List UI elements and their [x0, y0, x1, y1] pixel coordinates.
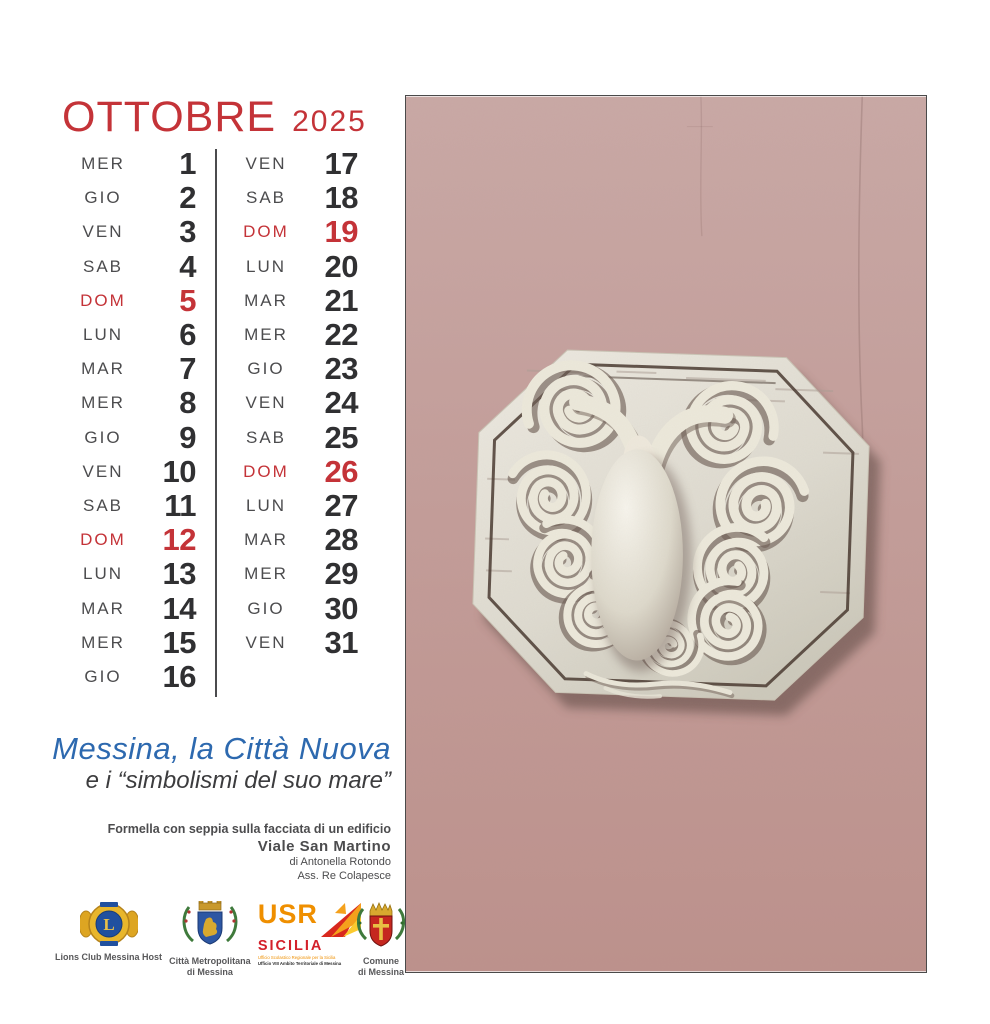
day-name: SAB	[82, 495, 124, 515]
calendar-row	[60, 386, 196, 420]
calendar-row	[223, 386, 358, 420]
day-name: MER	[244, 325, 288, 345]
day-name: VEN	[245, 632, 287, 652]
calendar-column-left	[60, 147, 196, 694]
day-name: SAB	[245, 188, 287, 208]
citta-metropolitana-logo	[169, 901, 251, 977]
day-name: MER	[81, 393, 125, 413]
day-name: MAR	[244, 530, 288, 550]
day-number: 30	[324, 590, 358, 626]
day-name: MER	[81, 154, 125, 174]
day-number: 10	[162, 453, 196, 489]
calendar-row	[60, 591, 196, 625]
sicilia-text: SICILIA	[257, 938, 324, 954]
day-number: 3	[179, 214, 196, 250]
comune-messina-logo	[357, 901, 405, 977]
subtitle-line2: e i “simbolismi del suo mare”	[85, 767, 391, 794]
sponsor-logos	[55, 901, 405, 977]
day-name: SAB	[245, 427, 287, 447]
calendar-row	[223, 284, 358, 318]
day-name: VEN	[82, 222, 124, 242]
calendar-row	[60, 557, 196, 591]
day-name: LUN	[245, 495, 286, 515]
day-name: GIO	[84, 427, 122, 447]
theme-subtitle	[0, 731, 391, 795]
citta-metropolitana-label-line2: di Messina	[186, 966, 233, 977]
caption-line1: Formella con seppia sulla facciata di un edificio	[107, 822, 391, 836]
citta-metropolitana-label-line1: Città Metropolitana	[169, 956, 251, 966]
calendar-row	[60, 523, 196, 557]
calendar-row	[223, 352, 358, 386]
comune-messina-crest-icon	[357, 901, 405, 953]
photo-formella	[405, 95, 927, 973]
day-number: 19	[324, 214, 358, 250]
day-number: 5	[179, 282, 196, 318]
calendar-row	[60, 181, 196, 215]
svg-text:L: L	[102, 915, 115, 934]
calendar-row	[223, 421, 358, 455]
caption-line4: Ass. Re Colapesce	[297, 869, 391, 882]
day-name: LUN	[82, 564, 123, 584]
photo-grain	[406, 97, 926, 972]
day-number: 8	[179, 385, 196, 421]
calendar-row	[223, 181, 358, 215]
comune-messina-label-line2: di Messina	[357, 966, 404, 977]
calendar-row	[223, 523, 358, 557]
day-name: GIO	[84, 188, 122, 208]
subtitle-line1: Messina, la Città Nuova	[52, 731, 391, 766]
day-number: 23	[324, 351, 358, 387]
day-name: GIO	[84, 666, 122, 686]
day-name: MER	[81, 632, 125, 652]
calendar-row	[60, 455, 196, 489]
day-number: 1	[179, 146, 196, 182]
month-title: OTTOBRE	[62, 93, 277, 141]
calendar-row	[60, 215, 196, 249]
day-name: MER	[244, 564, 288, 584]
day-number: 9	[179, 419, 196, 455]
formella-photo-art	[406, 96, 926, 972]
day-number: 20	[324, 248, 358, 284]
page-title	[62, 93, 367, 141]
calendar-row	[223, 215, 358, 249]
calendar-row	[223, 455, 358, 489]
comune-messina-label-line1: Comune	[363, 956, 399, 966]
calendar-row	[60, 489, 196, 523]
calendar-row	[60, 147, 196, 181]
day-name: MAR	[81, 598, 125, 618]
day-name: VEN	[245, 393, 287, 413]
day-number: 4	[179, 248, 196, 284]
day-name: DOM	[80, 530, 126, 550]
day-number: 16	[162, 658, 196, 694]
lions-club-label: Lions Club Messina Host	[55, 952, 163, 962]
day-number: 25	[324, 419, 358, 455]
calendar-row	[60, 660, 196, 694]
day-number: 22	[324, 317, 358, 353]
usr-text: USR	[257, 899, 318, 929]
calendar-row	[60, 318, 196, 352]
day-number: 24	[324, 385, 358, 421]
day-number: 13	[162, 556, 196, 592]
calendar-row	[60, 284, 196, 318]
day-name: VEN	[245, 154, 287, 174]
day-name: MAR	[81, 359, 125, 379]
day-number: 31	[324, 624, 358, 660]
day-number: 27	[324, 487, 358, 523]
column-divider	[215, 149, 217, 697]
caption-line3: di Antonella Rotondo	[289, 856, 391, 868]
calendar-row	[223, 489, 358, 523]
day-name: DOM	[243, 222, 289, 242]
year-title: 2025	[292, 105, 367, 138]
day-name: GIO	[247, 598, 285, 618]
day-number: 26	[324, 453, 358, 489]
usr-subline2: Ufficio VIII Ambito Territoriale di Messina	[257, 961, 342, 966]
day-number: 6	[179, 317, 196, 353]
day-name: LUN	[82, 325, 123, 345]
calendar-row	[223, 318, 358, 352]
lions-club-emblem-icon	[80, 901, 138, 949]
calendar-column-right	[223, 147, 358, 660]
calendar-row	[60, 626, 196, 660]
citta-metropolitana-crest-icon	[182, 901, 238, 953]
day-name: GIO	[247, 359, 285, 379]
day-number: 18	[324, 180, 358, 216]
day-number: 7	[179, 351, 196, 387]
calendar-row	[60, 352, 196, 386]
day-name: VEN	[82, 461, 124, 481]
day-number: 29	[324, 556, 358, 592]
day-number: 11	[164, 487, 196, 523]
calendar-row	[60, 421, 196, 455]
day-name: DOM	[243, 461, 289, 481]
usr-flame-icon	[319, 901, 361, 939]
day-number: 2	[179, 180, 196, 216]
day-number: 14	[162, 590, 196, 626]
day-name: DOM	[80, 290, 126, 310]
usr-sicilia-logo	[258, 901, 350, 967]
day-name: SAB	[82, 256, 124, 276]
day-name: LUN	[245, 256, 286, 276]
day-number: 12	[162, 522, 196, 558]
day-number: 28	[324, 522, 358, 558]
calendar-row	[223, 591, 358, 625]
lions-club-logo	[55, 901, 162, 963]
day-number: 21	[324, 282, 358, 318]
calendar-row	[223, 557, 358, 591]
day-number: 17	[324, 146, 358, 182]
photo-caption	[0, 822, 391, 883]
calendar-row	[223, 147, 358, 181]
usr-subline1: Ufficio Scolastico Regionale per la Sicilia	[257, 955, 336, 960]
day-name: MAR	[244, 290, 288, 310]
calendar-row	[223, 250, 358, 284]
day-number: 15	[162, 624, 196, 660]
calendar-row	[60, 250, 196, 284]
calendar-row	[223, 626, 358, 660]
caption-line2: Viale San Martino	[257, 838, 391, 855]
